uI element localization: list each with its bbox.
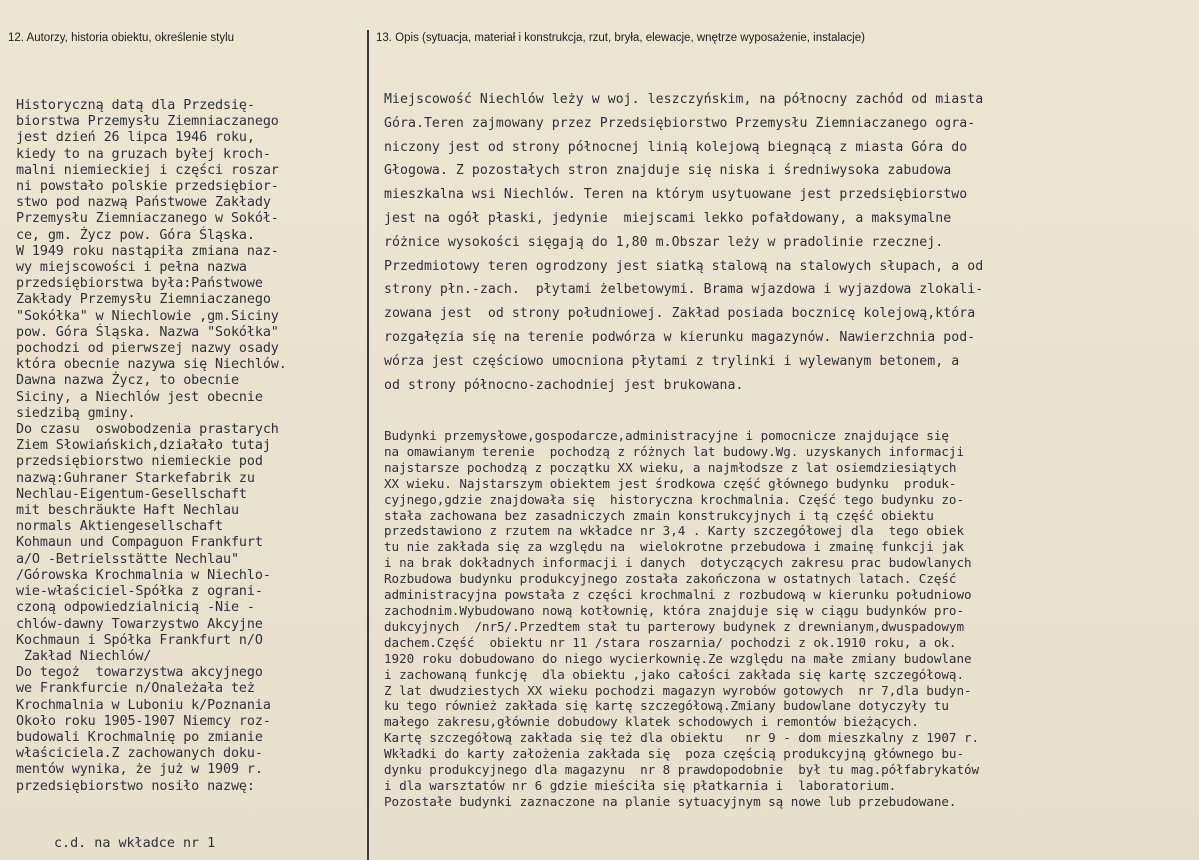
history-text-line: Siciny, a Niechlów jest obecnie — [16, 389, 263, 405]
history-text-line: wie-właściciel-Spółka z ograni- — [16, 584, 263, 600]
buildings-description-paragraph — [384, 428, 979, 810]
history-text-line: Przemysłu Ziemniaczanego w Sokół- — [16, 211, 279, 227]
history-text-line: Ziem Słowiańskich,działało tutaj — [16, 438, 271, 454]
history-text-line: siedzibą gminy. — [16, 405, 136, 421]
buildings-description-line: na omawianym terenie pochodzą z różnych lat budowy.Wg. uzyskanych informacji — [384, 443, 964, 459]
history-text-line: Do czasu oswobodzenia prastarych — [16, 422, 279, 438]
history-text-line: a/O -Betrielsstätte Nechlau" — [16, 551, 239, 567]
history-text-line: Kohmaun und Compaguon Frankfurt — [16, 535, 263, 551]
history-text-line: stwo pod nazwą Państwowe Zakłady — [16, 195, 271, 211]
buildings-description-line: Pozostałe budynki zaznaczone na planie sytuacyjnym są nowe lub przebudowane. — [384, 793, 957, 809]
history-text-line: przedsiębiorstwo niemieckie pod — [16, 454, 263, 470]
buildings-description-line: dynku produkcyjnego dla magazynu nr 8 prawdopodobnie był tu mag.półfabrykatów — [384, 762, 980, 778]
buildings-description-line: tu nie zakłada się za względu na wielokrotne przebudowa i zmainę funkcji jak — [384, 539, 964, 555]
site-description-line: rozgałęzia się na terenie podwórza w kierunku magazynów. Nawierzchnia pod- — [384, 329, 976, 345]
site-description-line: jest na ogół płaski, jedynie miejscami lekko pofałdowany, a maksymalne — [384, 210, 952, 226]
history-text-line: jest dzień 26 lipca 1946 roku, — [16, 130, 255, 146]
buildings-description-line: i dla warsztatów nr 6 gdzie mieściła się płatkarnia i laboratorium. — [384, 777, 897, 793]
buildings-description-line: dukcyjnych /nr5/.Przedtem stał tu parterowy budynek z drewnianym,dwuspadowym — [384, 618, 964, 634]
history-text-line: mentów wynika, że już w 1909 r. — [16, 762, 263, 778]
history-text-line: Zakład Niechlów/ — [16, 648, 152, 664]
site-description-line: od strony północno-zachodniej jest brukowana. — [384, 377, 744, 393]
history-text-line: W 1949 roku nastąpiła zmiana naz- — [16, 243, 279, 259]
history-text-line: Nechlau-Eigentum-Gesellschaft — [16, 486, 247, 502]
site-description-line: wórza jest częściowo umocniona płytami z trylinki i wylewanym betonem, a — [384, 353, 960, 369]
buildings-description-line: Rozbudowa budynku produkcyjnego została zakończona w ostatnych latach. Część — [384, 571, 957, 587]
site-description-line: Przedmiotowy teren ogrodzony jest siatką stalową na stalowych słupach, a od — [384, 258, 984, 274]
buildings-description-line: administracyjna powstała z części krochmalni z rozbudową w kierunku południowo — [384, 587, 972, 603]
buildings-description-line: stała zachowana bez zasadniczych zmain konstrukcyjnych i tą część obiektu — [384, 507, 934, 523]
history-text-line: kiedy to na gruzach byłej kroch- — [16, 146, 271, 162]
history-text-line: Do tegoż towarzystwa akcyjnego — [16, 665, 263, 681]
history-text-line: /Górowska Krochmalnia w Niechlo- — [16, 567, 271, 583]
buildings-description-line: Kartę szczegółową zakłada się też dla obiektu nr 9 - dom mieszkalny z 1907 r. — [384, 730, 980, 746]
history-text-line: Historyczną datą dla Przedsię- — [16, 98, 255, 113]
buildings-description-line: ku tego również zakłada się kartę szczegółową.Zmiany budowlane dotyczyły tu — [384, 698, 949, 714]
buildings-description-line: XX wieku. Najstarszym obiektem jest środkowa część głównego budynku produk- — [384, 475, 957, 491]
buildings-description-line: cyjnego,gdzie znajdowała się historyczna krochmalnia. Część tego budynku zo- — [384, 491, 964, 507]
column-divider — [367, 30, 369, 860]
history-text-line: nazwą:Guhraner Starkefabrik zu — [16, 470, 255, 486]
buildings-description-line: dachem.Część obiektu nr 11 /stara roszarnia/ pochodzi z ok.1910 roku, a ok. — [384, 634, 957, 650]
buildings-description-line: małego zakresu,głównie dobudowy klatek schodowych i remontów bieżących. — [384, 714, 919, 730]
history-text-line: Krochmalnia w Luboniu k/Poznania — [16, 697, 271, 713]
section-12-header: 12. Autorzy, historia obiektu, określenie stylu — [8, 32, 235, 44]
buildings-description-line: i zachowaną funkcję dla obiektu ,jako całości zakłada się kartę szczegółową. — [384, 666, 964, 682]
history-text-line: czoną odpowiedzialnicią -Nie - — [16, 600, 255, 616]
section-13-header: 13. Opis (sytuacja, materiał i konstrukcja, rzut, bryła, elewacje, wnętrze wyposażenie, instalacje) — [376, 32, 865, 44]
history-text-line: biorstwa Przemysłu Ziemniaczanego — [16, 114, 279, 130]
site-description-line: zowana jest od strony południowej. Zakład posiada bocznicę kolejową,która — [384, 306, 976, 322]
site-description-line: różnice wysokości sięgają do 1,80 m.Obszar leży w pradolinie rzecznej. — [384, 234, 944, 250]
buildings-description-line: i na brak dokładnych informacji i danych dotyczących zakresu prac budowlanych — [384, 555, 972, 571]
site-description-line: Góra.Teren zajmowany przez Przedsiębiorstwo Przemysłu Ziemniaczanego ogra- — [384, 115, 976, 131]
history-text-line: "Sokółka" w Niechlowie ,gm.Siciny — [16, 308, 279, 324]
history-text-line: Kochmaun i Spółka Frankfurt n/O — [16, 632, 263, 648]
buildings-description-line: przedstawiono z rzutem na wkładce nr 3,4 . Karty szczegółowej dla tego obiek — [384, 523, 964, 539]
buildings-description-line: Z lat dwudziestych XX wieku pochodzi magazyn wyrobów gotowych nr 7,dla budyn- — [384, 682, 972, 698]
history-text-line: właściciela.Z zachowanych doku- — [16, 746, 263, 762]
history-text-line: przedsiębiorstwa była:Państwowe — [16, 276, 263, 292]
history-text-line: która obecnie nazywa się Niechlów. — [16, 357, 287, 373]
site-description-line: strony płn.-zach. płytami żelbetowymi. Brama wjazdowa i wyjazdowa zlokali- — [384, 282, 984, 298]
history-text-line: Zakłady Przemysłu Ziemniaczanego — [16, 292, 271, 308]
history-text-line: ni powstało polskie przedsiębior- — [16, 179, 279, 195]
site-description-line: Głogowa. Z pozostałych stron znajduje się niska i średniwysoka zabudowa — [384, 163, 952, 179]
history-text-line: malni niemieckiej i części roszar — [16, 162, 279, 178]
history-text-line: Dawna nazwa Życz, to obecnie — [16, 373, 239, 389]
history-text-line: Około roku 1905-1907 Niemcy roz- — [16, 713, 271, 729]
site-description-line: Miejscowość Niechlów leży w woj. leszczyńskim, na północny zachód od miasta — [384, 92, 984, 107]
history-text-line: budowali Krochmalnię po zmianie — [16, 729, 263, 745]
site-description-line: niczony jest od strony północnej linią kolejową biegnącą z miasta Góra do — [384, 139, 968, 155]
site-description-line: mieszkalna wsi Niechlów. Teren na którym usytuowane jest przedsiębiorstwo — [384, 187, 968, 203]
history-text-line: chlów-dawny Towarzystwo Akcyjne — [16, 616, 263, 632]
history-text-line: pow. Góra Śląska. Nazwa "Sokółka" — [16, 324, 279, 340]
history-text-line: ce, gm. Życz pow. Góra Śląska. — [16, 227, 255, 243]
buildings-description-line: 1920 roku dobudowano do niego wycierkownię.Ze względu na małe zmiany budowlane — [384, 650, 972, 666]
history-text-line: wy miejscowości i pełna nazwa — [16, 260, 247, 276]
site-description-paragraph — [384, 88, 983, 397]
history-text-column — [16, 98, 287, 795]
history-text-line: pochodzi od pierwszej nazwy osady — [16, 341, 279, 357]
buildings-description-line: najstarsze pochodzą z początku XX wieku, a najmłodsze z lat osiemdziesiątych — [384, 459, 957, 475]
history-text-line: przedsiębiorstwo nosiło nazwę: — [16, 778, 255, 794]
buildings-description-line: Wkładki do karty założenia zakłada się poza częścią produkcyjną głównego bu- — [384, 746, 964, 762]
buildings-description-line: zachodnim.Wybudowano nową kotłownię, która znajduje się w ciągu budynków pro- — [384, 602, 964, 618]
history-text-line: normals Aktiengesellschaft — [16, 519, 224, 535]
continuation-note: c.d. na wkładce nr 1 — [54, 836, 216, 851]
buildings-description-line: Budynki przemysłowe,gospodarcze,administracyjne i pomocnicze znajdujące się — [384, 428, 949, 443]
history-text-line: mit beschräukte Haft Nechlau — [16, 503, 239, 519]
history-text-line: we Frankfurcie n/Onależała też — [16, 681, 255, 697]
